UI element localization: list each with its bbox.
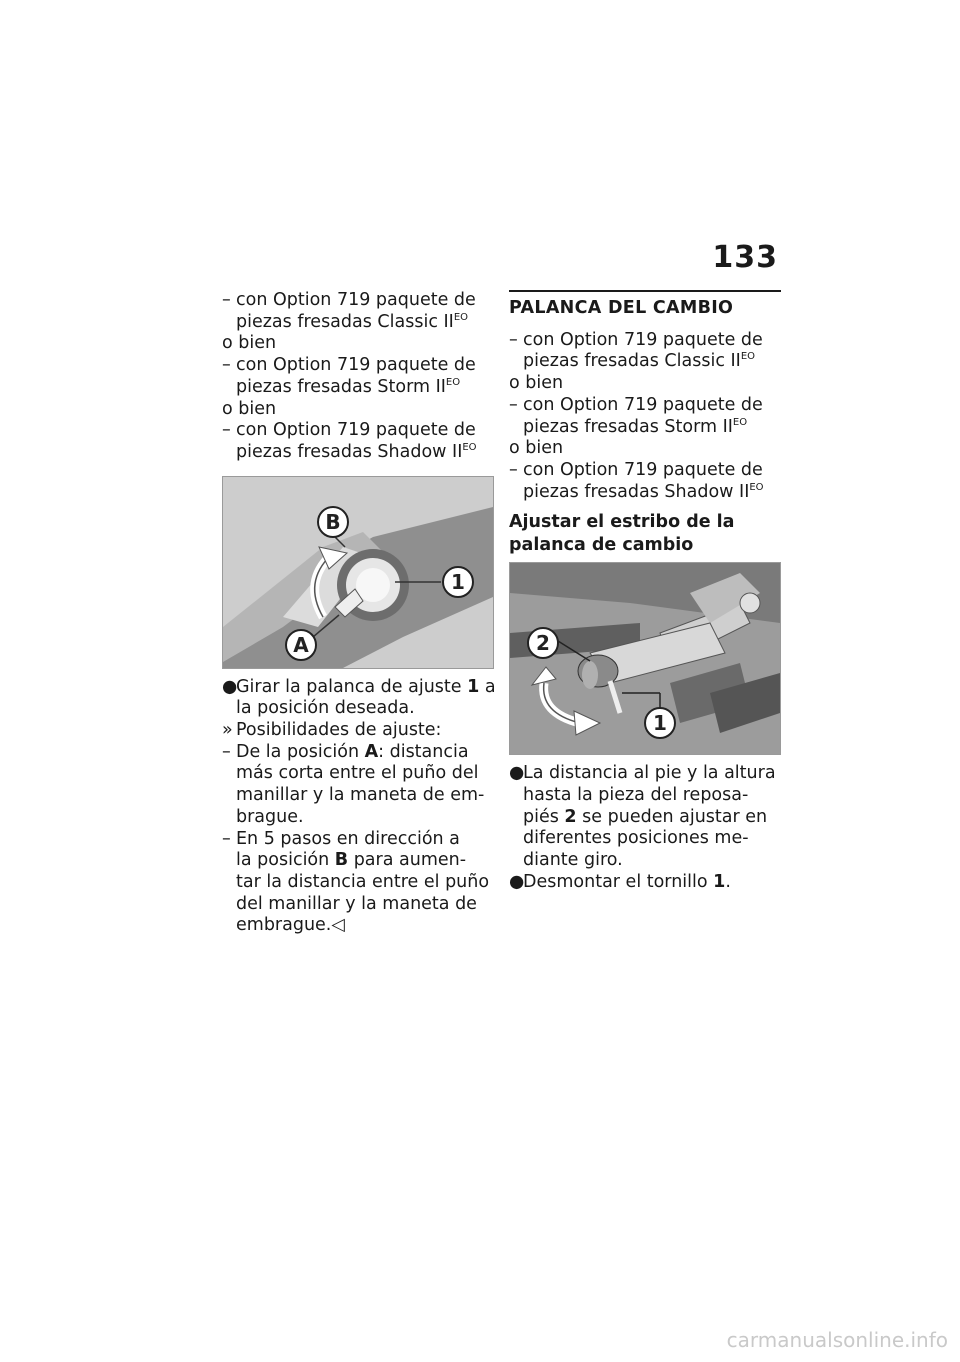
- subheading: Ajustar el estribo de la palanca de cambio: [509, 512, 735, 556]
- shift-lever-figure: [509, 562, 781, 755]
- or-text: o bien: [222, 398, 277, 419]
- or-text: o bien: [222, 333, 277, 354]
- section-heading: PALANCA DEL CAMBIO: [509, 290, 781, 324]
- result-options: » Posibilidades de ajuste:: [222, 720, 442, 741]
- option-classic: – con Option 719 paquete de: [509, 329, 763, 350]
- footer-watermark: carmanualsonline.info: [726, 1328, 948, 1352]
- left-column: – con Option 719 paquete de piezas fresadas Classic $II^{EO}$ o bien – con Option 719 paquete de piezas fresadas Storm $II^{EO}$ o bien – con Option 719 paquete de piezas fresadas Shadow $II^{EO}$ B 1 A ● Girar la palanca de ajuste 1 a la posición deseada. » Posibilidades de ajuste: – De la posición A: distancia más corta entre el puño del manillar y la maneta de em- brague. – En 5 pasos en dirección a la posición B para aumen- tar la distancia entre el puño del manillar y la maneta de embrague.◁: [222, 290, 496, 936]
- option-shadow: – con Option 719 paquete de: [509, 459, 763, 480]
- shift-lever-illustration: [510, 563, 780, 754]
- position-b: – En 5 pasos en dirección a: [222, 828, 460, 849]
- page-number: 133: [712, 240, 778, 275]
- step-adjust-distance: ● La distancia al pie y la altura: [509, 763, 776, 784]
- label-1: 1: [451, 569, 465, 594]
- label-1: 1: [653, 711, 667, 736]
- clutch-lever-figure: [222, 476, 494, 669]
- or-text: o bien: [509, 438, 564, 459]
- option-shadow: – con Option 719 paquete de: [222, 420, 476, 441]
- right-column: PALANCA DEL CAMBIO – con Option 719 paquete de piezas fresadas Classic $II^{EO}$ o bien – con Option 719 paquete de piezas fresadas Storm $II^{EO}$ o bien – con Option 719 paquete de piezas fresadas Shadow $II^{EO}$ Ajustar el estribo de la palanca de cambio 2 1 ● La distancia al pie y la altura hasta la pieza del reposa- piés 2 se pueden ajustar en diferentes posiciones me- diante giro. ● Desmontar el tornillo 1.: [509, 290, 781, 894]
- clutch-lever-illustration: [223, 477, 493, 668]
- position-a: – De la posición A: distancia: [222, 741, 469, 762]
- label-2: 2: [536, 631, 550, 656]
- step-remove-screw: ● Desmontar el tornillo 1.: [509, 871, 731, 892]
- option-storm: – con Option 719 paquete de: [222, 355, 476, 376]
- label-b: B: [325, 509, 341, 534]
- step-turn-lever: ● Girar la palanca de ajuste 1 a: [222, 676, 496, 697]
- option-storm: – con Option 719 paquete de: [509, 394, 763, 415]
- label-a: A: [293, 632, 309, 657]
- option-classic: – con Option 719 paquete de: [222, 290, 476, 310]
- or-text: o bien: [509, 373, 564, 394]
- end-mark-icon: ◁: [331, 915, 345, 936]
